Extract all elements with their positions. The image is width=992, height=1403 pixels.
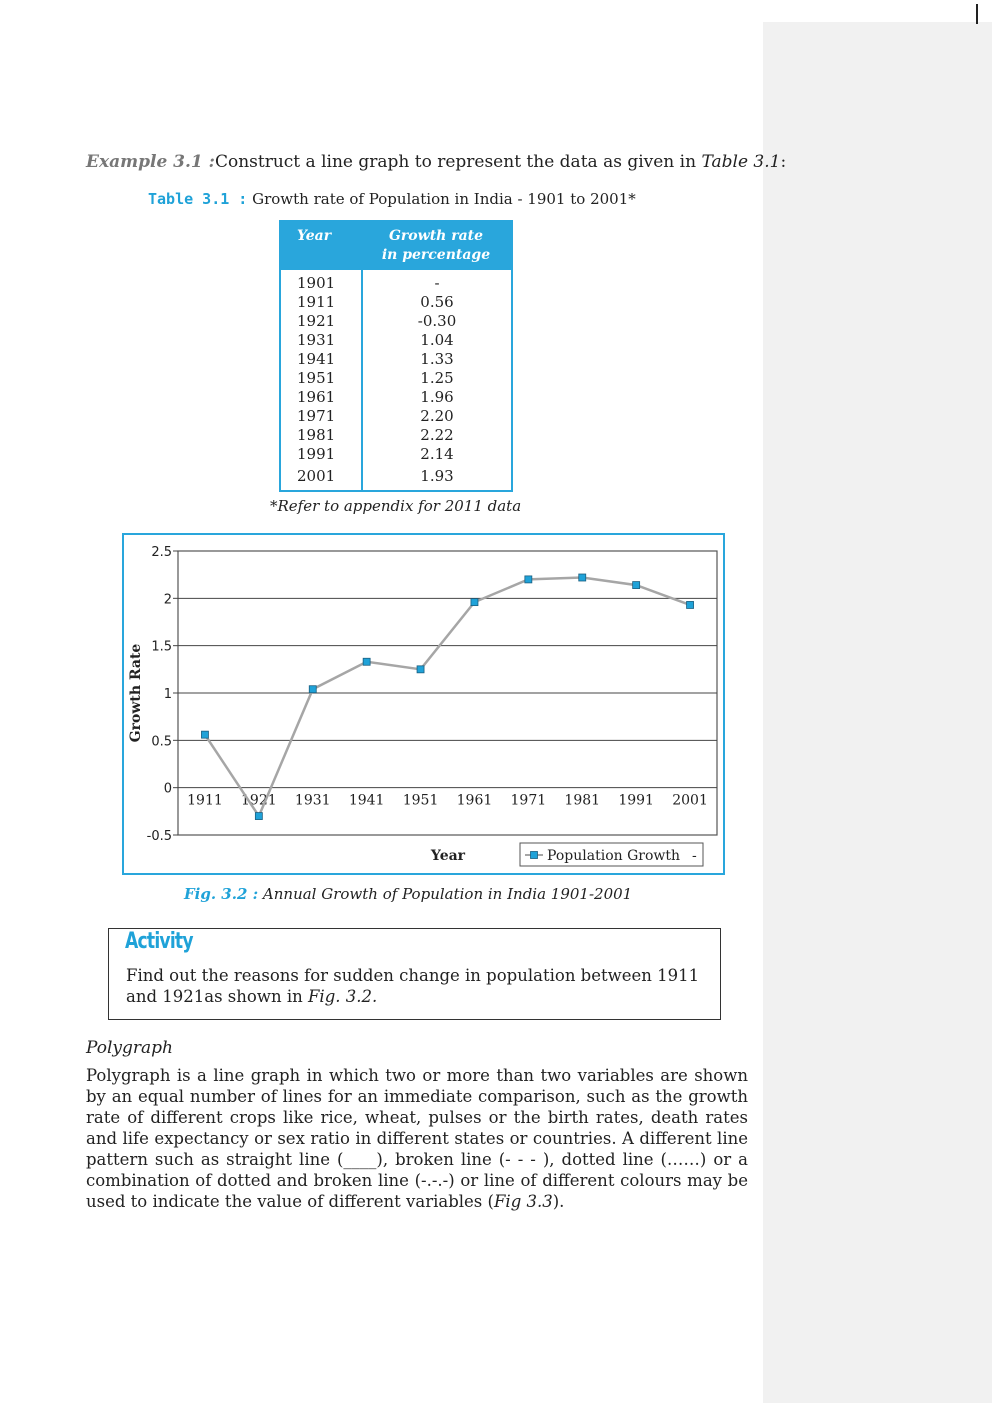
legend-label: Population Growth [547,848,681,864]
x-tick-label: 1981 [564,792,601,809]
header-growth-rate [361,222,511,270]
data-point-marker [471,599,478,606]
table-cell-year: 1921 [297,312,336,330]
data-point-marker [687,601,694,608]
example-end: : [780,152,787,172]
x-tick-label: 1951 [402,792,439,809]
table-cell-rate: 0.56 [420,293,454,311]
section-heading-polygraph: Polygraph [86,1038,174,1058]
growth-line-chart [122,533,725,875]
table-cell-rate: 2.14 [420,445,454,463]
y-tick-label: 0.5 [151,734,172,750]
table-cell-year: 1941 [297,350,336,368]
header-rate-line1: Growth rate [388,228,484,244]
y-tick-label: -0.5 [146,829,172,844]
activity-box [108,928,721,1020]
y-tick-label: 0 [163,781,172,797]
y-tick-labels [147,545,172,844]
table-caption-label: Table 3.1 : [148,190,248,208]
table-cell-year: 1951 [297,369,336,387]
x-tick-label: 1911 [187,792,223,809]
figure-caption-text: Annual Growth of Population in India 1901-2001 [262,885,633,903]
chart-legend [520,843,703,866]
example-table-ref: Table 3.1 [701,152,781,172]
y-tick-label: 2 [163,592,172,608]
rate-column [363,270,511,490]
table-cell-year: 1931 [297,331,336,349]
x-axis-label: Year [430,848,466,864]
example-heading [86,152,787,172]
page-margin [763,22,992,1403]
table-cell-rate: 1.96 [420,388,454,406]
table-cell-rate: 1.25 [420,369,454,387]
data-point-marker [417,666,424,673]
polygraph-text: Polygraph is a line graph in which two or more than two variables are shown by an equal number of lines for an immediate comparison, such as the growth rate of different crops like rice, wheat, pulses or the birth rates, death rates and life expectancy or sex ratio in different states or countries. A different line pattern such as straight line (____), broken line (- - - ), dotted line (……) or a combination of dotted and broken line (-.-.-) or line of different colours may be used to indicate the value of different variables ( [86,1066,748,1211]
header-year: Year [297,228,332,244]
table-cell-year: 1971 [297,407,336,425]
data-point-marker [525,576,532,583]
x-tick-label: 2001 [672,792,708,809]
page-edge-mark [976,4,978,24]
legend-suffix: - [692,848,697,864]
x-tick-label: 1921 [241,792,277,809]
table-footnote: *Refer to appendix for 2011 data [270,497,522,515]
x-tick-label: 1961 [456,792,493,809]
data-point-marker [633,582,640,589]
data-point-marker [201,731,208,738]
table-cell-rate: -0.30 [417,312,457,330]
table-cell-year: 1981 [297,426,336,444]
activity-title: Activity [125,929,193,954]
activity-text [126,965,716,1007]
legend-marker-sample [531,852,538,859]
activity-body: Find out the reasons for sudden change in population between 1911 and 1921as shown in [126,966,700,1006]
table-caption-text: Growth rate of Population in India - 1901 to 2001* [252,190,636,208]
polygraph-paragraph [86,1065,748,1212]
y-tick-label: 1 [163,687,172,702]
data-point-marker [309,686,316,693]
y-axis-label: Growth Rate [128,643,144,743]
table-cell-rate: - [434,274,440,292]
x-tick-label: 1941 [348,792,385,809]
table-cell-year: 1961 [297,388,336,406]
data-point-marker [255,813,262,820]
x-tick-label: 1991 [618,792,654,809]
example-text: Construct a line graph to represent the data as given in [214,152,702,172]
figure-caption [184,885,632,903]
polygraph-figure-ref: Fig 3.3 [493,1192,553,1211]
table-header [281,222,511,270]
year-column [281,270,363,490]
table-cell-year: 2001 [297,467,336,485]
polygraph-end: ). [552,1192,565,1211]
y-tick-label: 1.5 [151,639,172,655]
data-point-marker [579,574,586,581]
table-cell-rate: 1.93 [420,467,454,485]
growth-rate-table [279,220,513,492]
figure-caption-label: Fig. 3.2 : [184,885,259,903]
table-cell-rate: 1.04 [420,331,454,349]
y-tick-label: 2.5 [151,545,172,560]
header-rate-line2: in percentage [381,247,491,263]
x-tick-label: 1971 [510,792,547,809]
table-cell-year: 1901 [297,274,336,292]
table-cell-year: 1911 [297,293,336,311]
data-point-marker [363,658,370,665]
x-tick-label: 1931 [294,792,331,809]
table-caption [148,190,636,208]
table-cell-year: 1991 [297,445,336,463]
activity-figure-ref: Fig. 3.2. [307,987,378,1006]
example-label: Example 3.1 : [86,152,215,172]
chart-canvas [124,535,725,875]
table-cell-rate: 2.22 [420,426,454,444]
table-body [281,270,511,490]
table-cell-rate: 1.33 [420,350,454,368]
table-cell-rate: 2.20 [420,407,454,425]
